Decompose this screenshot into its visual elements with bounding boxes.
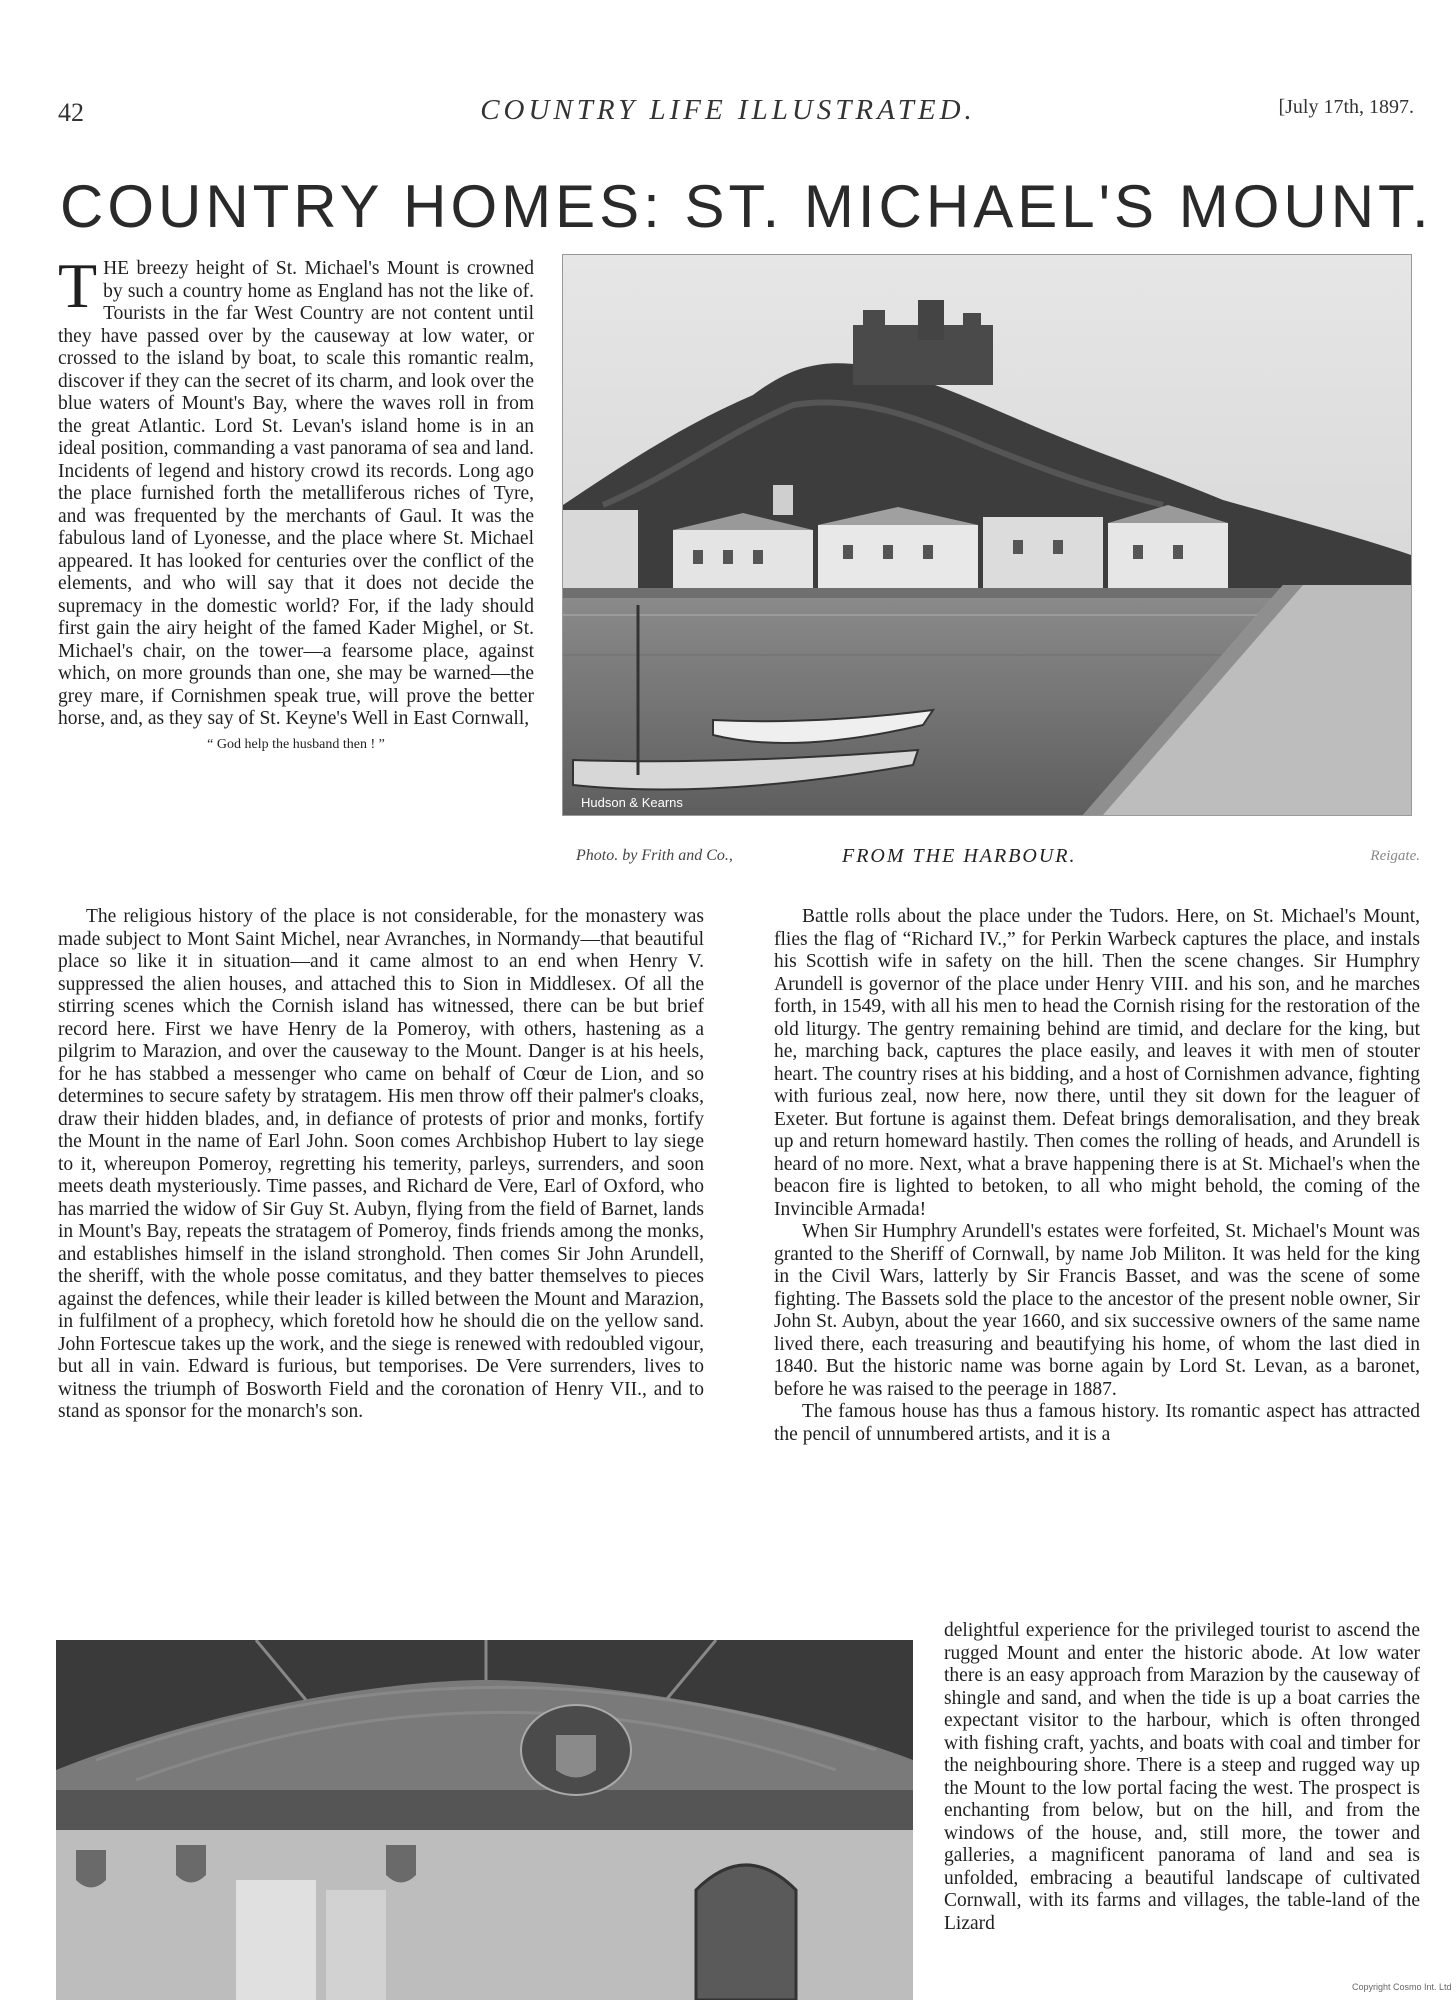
harbour-photo: [562, 254, 1412, 816]
photo-watermark: Hudson & Kearns: [581, 795, 683, 810]
interior-photo: [56, 1640, 913, 2000]
article-title: COUNTRY HOMES: ST. MICHAEL'S MOUNT.: [60, 173, 1433, 240]
right-paragraph-1: Battle rolls about the place under the Tudors. Here, on St. Michael's Mount, flies the flag of “Richard IV.,” for Perkin Warbeck captures the place, and instals his Scottish wife in safety on the hill. Then the scene changes. Sir Humphry Arundell is governor of the place under Henry VIII. and his son, and he marches forth, in 1549, with all his men to head the Cornish rising for the restoration of the old liturgy. The gentry remaining behind are timid, and declare for the king, but he, marching back, captures the place easily, and leaves it with men of stouter heart. The country rises at his bidding, and a host of Cornishmen advance, fighting with furious zeal, now here, now there, until they sit down for the leaguer of Exeter. But fortune is against them. Defeat brings demoralisation, and they break up and return homeward hastily. Then comes the rolling of heads, and Arundell is heard of no more. Next, what a brave happening there is at St. Michael's when the beacon fire is lighted to betoken, to all who might behold, the coming of the Invincible Armada!: [774, 906, 1420, 1220]
copyright-footer: Copyright Cosmo Int. Ltd: [1352, 1982, 1452, 1992]
magazine-title: COUNTRY LIFE ILLUSTRATED.: [480, 94, 976, 126]
photo-credit-location: Reigate.: [1370, 848, 1420, 864]
right-paragraph-2: When Sir Humphry Arundell's estates were forfeited, St. Michael's Mount was granted to the Sheriff of Cornwall, by name Job Militon. It was held for the king in the Civil Wars, latterly by Sir Francis Basset, and was the scene of some fighting. The Bassets sold the place to the ancestor of the present noble owner, Sir John St. Aubyn, about the year 1660, and six successive owners of the same name lived there, each treasuring and beautifying his home, of whom the last died in 1840. But the historic name was borne again by Lord St. Levan, as a baronet, before he was raised to the peerage in 1887.: [774, 1221, 1420, 1400]
harbour-illustration: [563, 255, 1411, 815]
intro-paragraph: [58, 250, 534, 731]
left-body-column: [58, 906, 704, 1424]
intro-text: HE breezy height of St. Michael's Mount is crowned by such a country home as England has not the like of. Tourists in the far West Country are not content until they have passed over by the causeway at low water, or crossed to the island by boat, to scale this romantic realm, discover if they can the secret of its charm, and look over the blue waters of Mount's Bay, where the waves roll in from the great Atlantic. Lord St. Levan's island home is in an ideal position, commanding a vast panorama of sea and land. Incidents of legend and history crowd its records. Long ago the place furnished forth the metalliferous riches of Tyre, and was frequented by the merchants of Gaul. It was the fabulous land of Lyonesse, and the place where St. Michael appeared. It has looked for centuries over the conflict of the elements, and who will say that it does not decide the supremacy in the domestic world? For, if the lady should first gain the airy height of the famed Kader Mighel, or St. Michael's chair, on the tower—a fearsome place, against which, on more grounds than one, she may be warned—the grey mare, if Cornishmen speak true, will prove the better horse, and, as they say of St. Keyne's Well in East Cornwall,: [58, 258, 534, 729]
page-number: 42: [58, 98, 84, 127]
right-narrow-column: [944, 1620, 1420, 1935]
intro-quote: “ God help the husband then ! ”: [207, 736, 385, 752]
right-body-column: [774, 906, 1420, 1446]
left-body-paragraph: The religious history of the place is not considerable, for the monastery was made subject to Mont Saint Michel, near Avranches, in Normandy—that beautiful place so like it in situation—and it came almost to an end when Henry V. suppressed the alien houses, and attached this to Sion in Middlesex. Of all the stirring scenes which the Cornish island has witnessed, there can be but brief record here. First we have Henry de la Pomeroy, with others, hastening as a pilgrim to Marazion, and over the causeway to the Mount. Danger is at his heels, for he has stabbed a messenger who came on behalf of Cœur de Lion, and so determines to secure safety by stratagem. His men throw off their palmer's cloaks, draw their hidden blades, and, in defiance of protests of prior and monks, fortify the Mount in the name of Earl John. Soon comes Archbishop Hubert to lay siege to it, whereupon Pomeroy, regretting his temerity, parleys, surrenders, and soon meets death mysteriously. Time passes, and Richard de Vere, Earl of Oxford, who has married the widow of Sir Guy St. Aubyn, flying from the field of Barnet, lands in Mount's Bay, repeats the stratagem of Pomeroy, finds friends among the monks, and establishes himself in the island stronghold. Then comes Sir John Arundell, the sheriff, with the whole posse comitatus, and they batter themselves to pieces against the defences, while their leader is killed between the Mount and Marazion, in fulfilment of a prophecy, which foretold how he should die on the yellow sand. John Fortescue takes up the work, and the siege is renewed with redoubled vigour, but all in vain. Edward is furious, but temporises. De Vere surrenders, lives to witness the triumph of Bosworth Field and the coronation of Henry VII., and to stand as sponsor for the monarch's son.: [58, 906, 704, 1422]
photo-caption: FROM THE HARBOUR.: [842, 845, 1077, 867]
intro-column: [58, 250, 534, 762]
photo-credit: Photo. by Frith and Co.,: [576, 847, 733, 864]
interior-illustration: [56, 1640, 913, 2000]
drop-cap: T: [58, 250, 98, 321]
issue-date: [July 17th, 1897.: [1278, 96, 1414, 118]
right-paragraph-3-start: The famous house has thus a famous history. Its romantic aspect has attracted the pencil of unnumbered artists, and it is a: [774, 1401, 1420, 1445]
right-paragraph-3-rest: delightful experience for the privileged tourist to ascend the rugged Mount and enter the historic abode. At low water there is an easy approach from Marazion by the causeway of shingle and sand, and when the tide is up a boat carries the expectant visitor to the harbour, which is often thronged with fishing craft, yachts, and boats with coal and timber for the neighbouring shore. There is a steep and rugged way up the Mount to the low portal facing the west. The prospect is enchanting from below, but on the hill, and from the windows of the house, and, still more, the tower and galleries, a magnificent panorama of land and sea is unfolded, embracing a beautiful landscape of cultivated Cornwall, with its farms and villages, the table-land of the Lizard: [944, 1620, 1420, 1934]
